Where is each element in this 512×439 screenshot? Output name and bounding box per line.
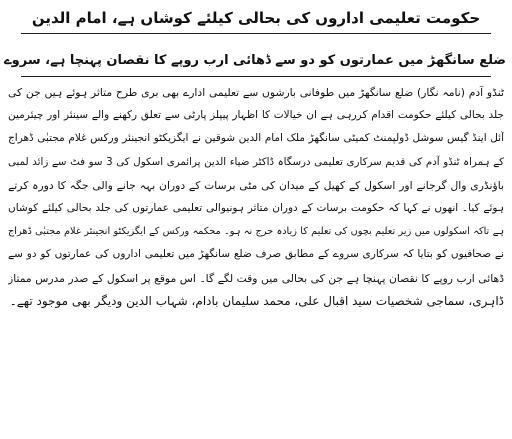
body-line: آئل اینڈ گیس سوشل ڈولپمنٹ کمیٹی سانگھڑ ملک امام الدین شوقین نے ایگزیکٹو انجینئر ورکس غلام مجتبٰی ڈھراج [8,132,504,145]
body-line: ہوئے کیا۔ انھوں نے کہا کہ حکومت برسات کے دوران متاثر ہونیوالی تعلیمی عمارتوں کی جلد بحالی کیلئے کوشاں [8,201,504,214]
headline-divider-bottom [21,76,491,77]
headline-main: حکومت تعلیمی اداروں کی بحالی کیلئے کوشاں ہے، امام الدین [31,9,481,27]
body-line: کے ہمراہ ٹنڈو آدم کی قدیم سرکاری تعلیمی درسگاہ ڈاکٹر ضیاء الدین پرائمری اسکول کی 3 سو فٹ سے زائد لمبی [8,155,504,168]
body-line: باؤنڈری وال گرجانے اور اسکول کے کھیل کے میدان کی مٹی برسات کے دوران بہہ جانے والی جگہ کا دورہ کرتے [8,178,504,192]
body-line: ٹنڈو آدم (نامہ نگار) ضلع سانگھڑ میں طوفانی بارشوں سے تعلیمی ادارے بھی بری طرح متاثر ہوئے ہیں جن کی [8,86,504,99]
body-line: ہے تاکہ اسکولوں میں زیر تعلیم بچوں کی تعلیم کا زیادہ حرج نہ ہو۔ محکمہ ورکس کے ایگزیکٹو انجینئر غلام مجتبٰی ڈھراج [8,226,504,238]
headline-sub: ضلع سانگھڑ میں عمارتوں کو دو سے ڈھائی ارب روپے کا نقصان پہنچا ہے، سروے [4,53,506,68]
body-line: ڈھائی ارب روپے کا نقصان پہنچا ہے جن کی بحالی میں وقت لگے گا۔ اس موقع پر اسکول کے صدر مدرس ممتاز [8,271,504,285]
article-body [0,81,512,313]
body-line: نے صحافیوں کو بتایا کہ سرکاری سروے کے مطابق صرف ضلع سانگھڑ میں تعلیمی اداروں کی عمارتوں کو دو سے [8,248,504,261]
body-line: جلد بحالی کیلئے حکومت اقدام کررہی ہے ان خیالات کا اظہار پیپلز پارٹی سے تعلق رکھنے والے سینئر اور چیئرمین [8,109,504,122]
body-line-last: ڈاہری، سماجی شخصیات سید اقبال علی، محمد سلیمان بادام، شہاب الدین ودیگر بھی موجود تھے۔ [9,293,504,308]
headline-divider-top [21,33,491,34]
